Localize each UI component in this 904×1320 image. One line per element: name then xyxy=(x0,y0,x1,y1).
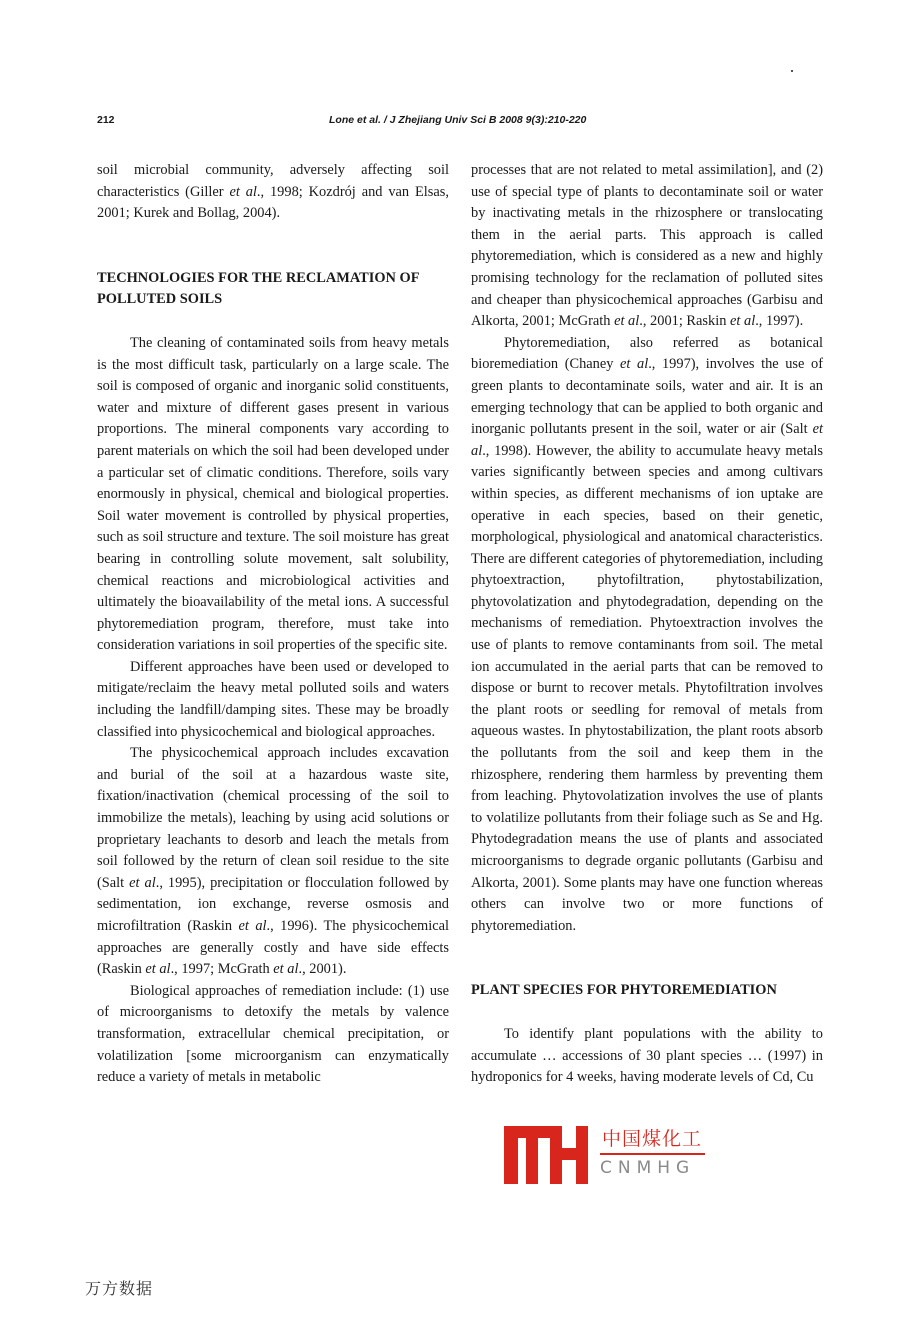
journal-reference: Lone et al. / J Zhejiang Univ Sci B 2008 9(3):210-220 xyxy=(329,114,587,126)
page-number: 212 xyxy=(97,114,115,126)
watermark-divider xyxy=(600,1153,705,1155)
watermark-latin-text: CNMHG xyxy=(600,1158,696,1178)
paragraph-plant-species: To identify plant populations with the ability to accumulate … accessions of 30 plant species … (1997) in hydroponics for 4 weeks, having moderate levels of Cd, Cu xyxy=(471,1025,823,1086)
watermark-chinese-text: 中国煤化工 xyxy=(600,1124,704,1151)
cnmhg-logo-icon xyxy=(500,1122,584,1184)
left-column xyxy=(97,160,449,1089)
paragraph-phytoremediation: Phytoremediation, also referred as botanical bioremediation (Chaney et al., 1997), involves the use of green plants to decontaminate soils, water and air. It is an emerging technology that can be applied to both organic and inorganic pollutants present in the soil, water or air (Salt et al., 1998). However, the ability to accumulate heavy metals varies significantly between species and among cultivars within species, as different mechanisms of ion uptake are operative in each species, based on their genetic, morphological, physiological and anatomical characteristics. There are different categories of phytoremediation, including phytoextraction, phytofiltration, phytostabilization, phytovolatization and phytodegradation, depending on the mechanisms of remediation. Phytoextraction involves the use of plants to remove contaminants from soil. The metal ion accumulated in the aerial parts that can be removed to dispose or burnt to recover metals. Phytofiltration involves the plant roots or seedling for removal of metals from aqueous wastes. In phytostabilization, the plant roots absorb the pollutants from the soil and keep them in the rhizosphere, rendering them harmless by preventing them from leaching. Phytovolatization involves the use of plants to volatilize pollutants from their foliage such as Se and Hg. Phytodegradation means the use of plants and associated microorganisms to degrade organic pollutants (Garbisu and Alkorta, 2001). Some plants may have one function whereas others can involve two or more functions of phytoremediation. xyxy=(471,334,823,934)
right-column xyxy=(471,160,823,1089)
paragraph-biological-continued: processes that are not related to metal assimilation], and (2) use of special type of plants to decontaminate soil or water by inactivating metals in the rhizosphere or translocating them in the aerial parts. This approach is called phytoremediation, which is considered as a new and highly promising technology for the reclamation of polluted sites and cheaper than physicochemical approaches (Garbisu and Alkorta, 2001; McGrath et al., 2001; Raskin et al., 1997). xyxy=(471,162,823,330)
paragraph-approaches: Different approaches have been used or developed to mitigate/reclaim the heavy metal polluted soils and waters including the landfill/damping sites. These may be broadly classified into physicochemical and biological approaches. xyxy=(97,658,449,740)
section-heading-plant-species: PLANT SPECIES FOR PHYTOREMEDIATION xyxy=(471,982,777,999)
watermark-logo xyxy=(500,1122,710,1184)
paragraph-physicochemical: The physicochemical approach includes excavation and burial of the soil at a hazardous waste site, fixation/inactivation (chemical processing of the soil to immobilize the metals), leaching by using acid solutions or proprietary leachants to desorb and leach the metals from soil followed by the return of clean soil residue to the site (Salt et al., 1995), precipitation or flocculation followed by sedimentation, ion exchange, reverse osmosis and microfiltration (Raskin et al., 1996). The physicochemical approaches are generally costly and have side effects (Raskin et al., 1997; McGrath et al., 2001). xyxy=(97,745,449,978)
paragraph-biological: Biological approaches of remediation include: (1) use of microorganisms to detoxify the metals by valence transformation, extracellular chemical precipitation, or volatilization [some microorganism can enzymatically reduce a variety of metals in metabolic xyxy=(97,982,449,1086)
running-header xyxy=(97,114,830,130)
scan-artifact xyxy=(791,70,793,72)
section-heading-technologies: TECHNOLOGIES FOR THE RECLAMATION OF POLLUTED SOILS xyxy=(97,269,419,308)
footer-brand: 万方数据 xyxy=(85,1279,154,1298)
paragraph-continuation: soil microbial community, adversely affecting soil characteristics (Giller et al., 1998; Kozdrój and van Elsas, 2001; Kurek and Bollag, 2004). xyxy=(97,162,449,222)
paragraph-soil-cleaning: The cleaning of contaminated soils from heavy metals is the most difficult task, particularly on a large scale. The soil is composed of organic and inorganic solid constituents, water and mixture of different gases present in various proportions. The mineral components vary according to parent materials on which the soil had been developed under a particular set of climatic conditions. Therefore, soils vary enormously in physical, chemical and biological properties. Soil water movement is controlled by physical properties, such as soil structure and texture. The soil moisture has great bearing in controlling solute movement, salt solubility, chemical reactions and microbiological activities and ultimately the bioavailability of the metal ions. A successful phytoremediation program, therefore, must take into consideration variations in soil properties of the specific site. xyxy=(97,334,449,654)
